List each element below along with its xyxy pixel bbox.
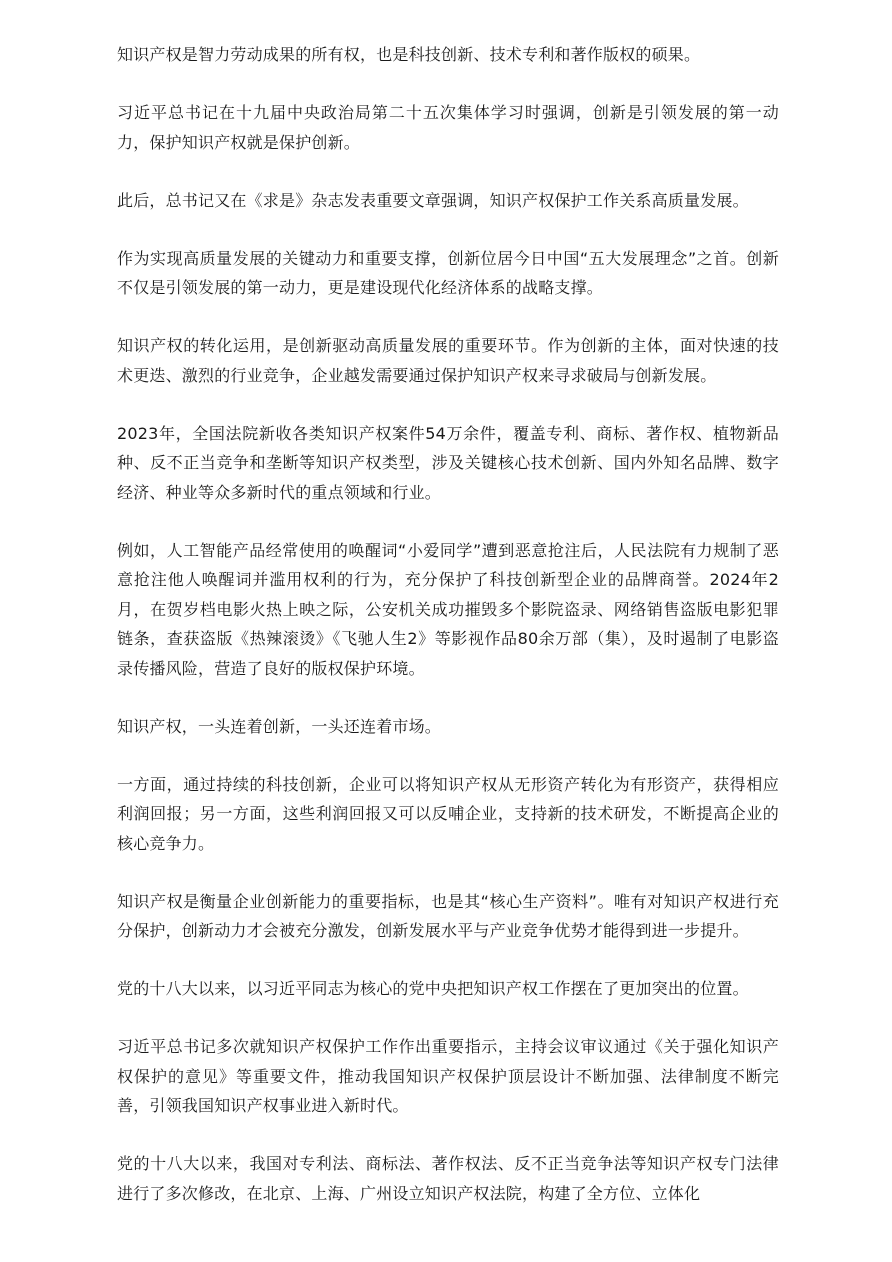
paragraph-8: 知识产权，一头连着创新，一头还连着市场。 xyxy=(117,716,442,736)
paragraph-1: 知识产权是智力劳动成果的所有权，也是科技创新、技术专利和著作版权的硕果。 xyxy=(117,45,701,64)
paragraph-9: 一方面，通过持续的科技创新，企业可以将知识产权从无形资产转化为有形资产，获得相应利润回报；另一方面，这些利润回报又可以反哺企业，支持新的技术研发，不断提高企业的核心竞争力。 xyxy=(117,774,779,853)
paragraph-5: 知识产权的转化运用，是创新驱动高质量发展的重要环节。作为创新的主体，面对快速的技术更迭、激烈的行业竞争，企业越发需要通过保护知识产权来寻求破局与创新发展。 xyxy=(117,336,779,385)
article-body xyxy=(117,40,779,1208)
paragraph-4: 作为实现高质量发展的关键动力和重要支撑，创新位居今日中国“五大发展理念”之首。创新不仅是引领发展的第一动力，更是建设现代化经济体系的战略支撑。 xyxy=(117,248,779,297)
paragraph-7: 例如，人工智能产品经常使用的唤醒词“小爱同学”遭到恶意抢注后，人民法院有力规制了恶意抢注他人唤醒词并滥用权利的行为，充分保护了科技创新型企业的品牌商誉。2024年2月，在贺岁档电影火热上映之际，公安机关成功摧毁多个影院盗录、网络销售盗版电影犯罪链条，查获盗版《热辣滚烫》《飞驰人生2》等影视作品80余万部（集），及时遏制了电影盗录传播风险，营造了良好的版权保护环境。 xyxy=(117,540,779,678)
paragraph-11: 党的十八大以来，以习近平同志为核心的党中央把知识产权工作摆在了更加突出的位置。 xyxy=(117,979,749,998)
paragraph-12: 习近平总书记多次就知识产权保护工作作出重要指示，主持会议审议通过《关于强化知识产权保护的意见》等重要文件，推动我国知识产权保护顶层设计不断加强、法律制度不断完善，引领我国知识产权事业进入新时代。 xyxy=(117,1037,779,1115)
paragraph-10: 知识产权是衡量企业创新能力的重要指标，也是其“核心生产资料”。唯有对知识产权进行充分保护，创新动力才会被充分激发，创新发展水平与产业竞争优势才能得到进一步提升。 xyxy=(117,891,779,940)
paragraph-13: 党的十八大以来，我国对专利法、商标法、著作权法、反不正当竞争法等知识产权专门法律进行了多次修改，在北京、上海、广州设立知识产权法院，构建了全方位、立体化 xyxy=(117,1154,779,1203)
paragraph-2: 习近平总书记在十九届中央政治局第二十五次集体学习时强调，创新是引领发展的第一动力，保护知识产权就是保护创新。 xyxy=(117,103,779,152)
paragraph-6: 2023年，全国法院新收各类知识产权案件54万余件，覆盖专利、商标、著作权、植物新品种、反不正当竞争和垄断等知识产权类型，涉及关键核心技术创新、国内外知名品牌、数字经济、种业等众多新时代的重点领域和行业。 xyxy=(117,423,779,502)
paragraph-3: 此后，总书记又在《求是》杂志发表重要文章强调，知识产权保护工作关系高质量发展。 xyxy=(117,190,749,210)
